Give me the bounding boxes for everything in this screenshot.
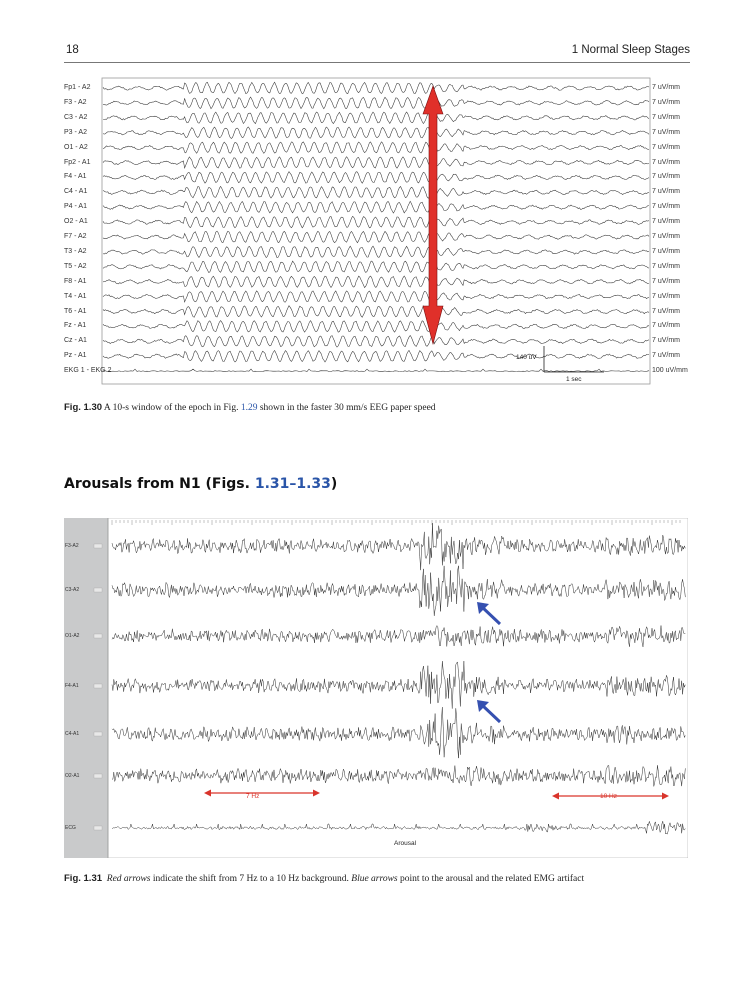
- figure-reference-link[interactable]: 1.31: [254, 476, 290, 492]
- eeg-trace: [103, 82, 649, 94]
- figure-reference-link[interactable]: 1.29: [240, 403, 258, 413]
- caption-end: point to the arousal and the related EMG artifact: [397, 874, 585, 884]
- blue-arrow-c3: [477, 602, 500, 624]
- channel-label: F3 - A2: [64, 98, 87, 106]
- sensitivity-label: 7 uV/mm: [652, 233, 681, 240]
- eeg-traces-fig-1-31: [64, 518, 688, 858]
- eeg-trace: [103, 246, 649, 258]
- sensitivity-label: 7 uV/mm: [652, 322, 681, 330]
- caption-label: Fig. 1.31: [64, 873, 103, 884]
- channel-label: Pz - A1: [64, 352, 87, 360]
- sensitivity-label: 7 uV/mm: [652, 143, 681, 151]
- annotation-10hz: 10 Hz: [600, 793, 617, 800]
- annotation-arousal: Arousal: [394, 840, 417, 847]
- sensitivity-label: 7 uV/mm: [652, 98, 681, 106]
- eeg-trace: [103, 369, 649, 371]
- eeg-trace: [103, 321, 649, 333]
- sensitivity-label: 7 uV/mm: [652, 218, 681, 226]
- scale-amplitude-label: 140 uV: [516, 354, 537, 361]
- sensitivity-label: 7 uV/mm: [652, 277, 681, 285]
- channel-label: O2 - A1: [64, 218, 88, 226]
- eeg-trace: [112, 707, 685, 758]
- sensitivity-label: 7 uV/mm: [652, 262, 681, 270]
- sensitivity-label: 7 uV/mm: [652, 113, 681, 121]
- channel-label: Fp1 - A2: [64, 84, 91, 91]
- channel-label: Fp2 - A1: [64, 158, 91, 166]
- eeg-trace: [103, 157, 649, 169]
- eeg-trace: [112, 566, 685, 616]
- caption-text-before: A 10-s window of the epoch in Fig.: [102, 403, 241, 413]
- eeg-trace: [103, 201, 649, 213]
- channel-label: C4 - A1: [64, 188, 88, 196]
- caption-label: Fig. 1.30: [64, 402, 103, 413]
- channel-label: EKG 1 - EKG 2: [64, 367, 112, 375]
- channel-label: T5 - A2: [64, 262, 87, 270]
- page-number: 18: [66, 44, 79, 56]
- eeg-trace: [103, 261, 649, 273]
- red-double-arrow: [423, 86, 443, 344]
- channel-label: C3 - A2: [64, 113, 88, 121]
- eeg-trace: [103, 97, 649, 109]
- figure-1-30: [64, 76, 688, 392]
- eeg-trace: [103, 142, 649, 154]
- figure-1-30-caption: [64, 402, 436, 413]
- eeg-trace: [103, 216, 649, 228]
- channel-label: F3-A2: [65, 543, 79, 549]
- channel-label: Fz - A1: [64, 322, 87, 330]
- channel-label: O1 - A2: [64, 143, 88, 151]
- eeg-trace: [103, 276, 649, 288]
- sensitivity-label: 7 uV/mm: [652, 337, 681, 345]
- caption-text-after: shown in the faster 30 mm/s EEG paper speed: [257, 403, 436, 413]
- channel-label: O2-A1: [65, 773, 80, 779]
- eeg-trace: [103, 231, 649, 243]
- channel-label: F4 - A1: [64, 173, 87, 181]
- scale-time-label: 1 sec: [566, 376, 582, 383]
- caption-blue-arrows: Blue arrows: [351, 874, 398, 884]
- eeg-trace: [112, 626, 685, 647]
- sensitivity-label: 100 uV/mm: [652, 367, 688, 375]
- annotation-7hz: 7 Hz: [246, 793, 260, 800]
- header-rule: [64, 62, 690, 63]
- caption-red-arrows: Red arrows: [106, 874, 151, 884]
- channel-label: T3 - A2: [64, 247, 87, 255]
- eeg-trace: [103, 336, 649, 348]
- sensitivity-label: 7 uV/mm: [652, 203, 681, 211]
- eeg-trace: [103, 186, 649, 198]
- eeg-trace: [103, 291, 649, 303]
- channel-label: C3-A2: [65, 587, 80, 593]
- sensitivity-label: 7 uV/mm: [652, 292, 681, 300]
- sensitivity-label: 7 uV/mm: [652, 158, 681, 166]
- sensitivity-label: 7 uV/mm: [652, 188, 681, 196]
- channel-label: F8 - A1: [64, 277, 87, 285]
- section-title-start: Arousals from N1 (Figs.: [64, 476, 255, 492]
- channel-label: P4 - A1: [64, 203, 87, 211]
- red-arrow-7hz: [204, 790, 320, 797]
- channel-label: Cz - A1: [64, 337, 87, 345]
- figure-1-31: [64, 518, 688, 858]
- sensitivity-label: 7 uV/mm: [652, 84, 681, 91]
- sensitivity-label: 7 uV/mm: [652, 247, 681, 255]
- caption-middle: indicate the shift from 7 Hz to a 10 Hz background.: [150, 874, 352, 884]
- eeg-trace: [103, 172, 649, 184]
- eeg-trace: [103, 127, 649, 139]
- channel-label: O1-A2: [65, 633, 80, 639]
- running-title: 1 Normal Sleep Stages: [571, 44, 690, 56]
- eeg-trace: [112, 821, 685, 834]
- eeg-trace: [112, 661, 685, 709]
- sensitivity-label: 7 uV/mm: [652, 128, 681, 136]
- channel-label: T6 - A1: [64, 307, 87, 315]
- eeg-traces-fig-1-30: [64, 76, 688, 392]
- sensitivity-label: 7 uV/mm: [652, 173, 681, 181]
- eeg-trace: [103, 112, 649, 124]
- channel-label: T4 - A1: [64, 292, 87, 300]
- sensitivity-label: 7 uV/mm: [652, 352, 681, 360]
- eeg-trace: [112, 765, 685, 786]
- blue-arrow-c4: [477, 700, 500, 722]
- channel-label: F4-A1: [65, 683, 79, 689]
- section-dash: –: [289, 476, 297, 492]
- channel-label: P3 - A2: [64, 128, 87, 136]
- channel-label: C4-A1: [65, 731, 80, 737]
- figure-1-31-caption: [64, 873, 584, 884]
- eeg-trace: [103, 306, 649, 318]
- section-heading: [64, 476, 337, 492]
- eeg-trace: [112, 523, 685, 570]
- channel-label: F7 - A2: [64, 233, 87, 240]
- sensitivity-label: 7 uV/mm: [652, 307, 681, 315]
- figure-reference-link[interactable]: 1.33: [296, 476, 331, 492]
- channel-label: ECG: [65, 825, 76, 831]
- section-title-end: ): [330, 476, 338, 492]
- eeg-trace: [103, 350, 649, 362]
